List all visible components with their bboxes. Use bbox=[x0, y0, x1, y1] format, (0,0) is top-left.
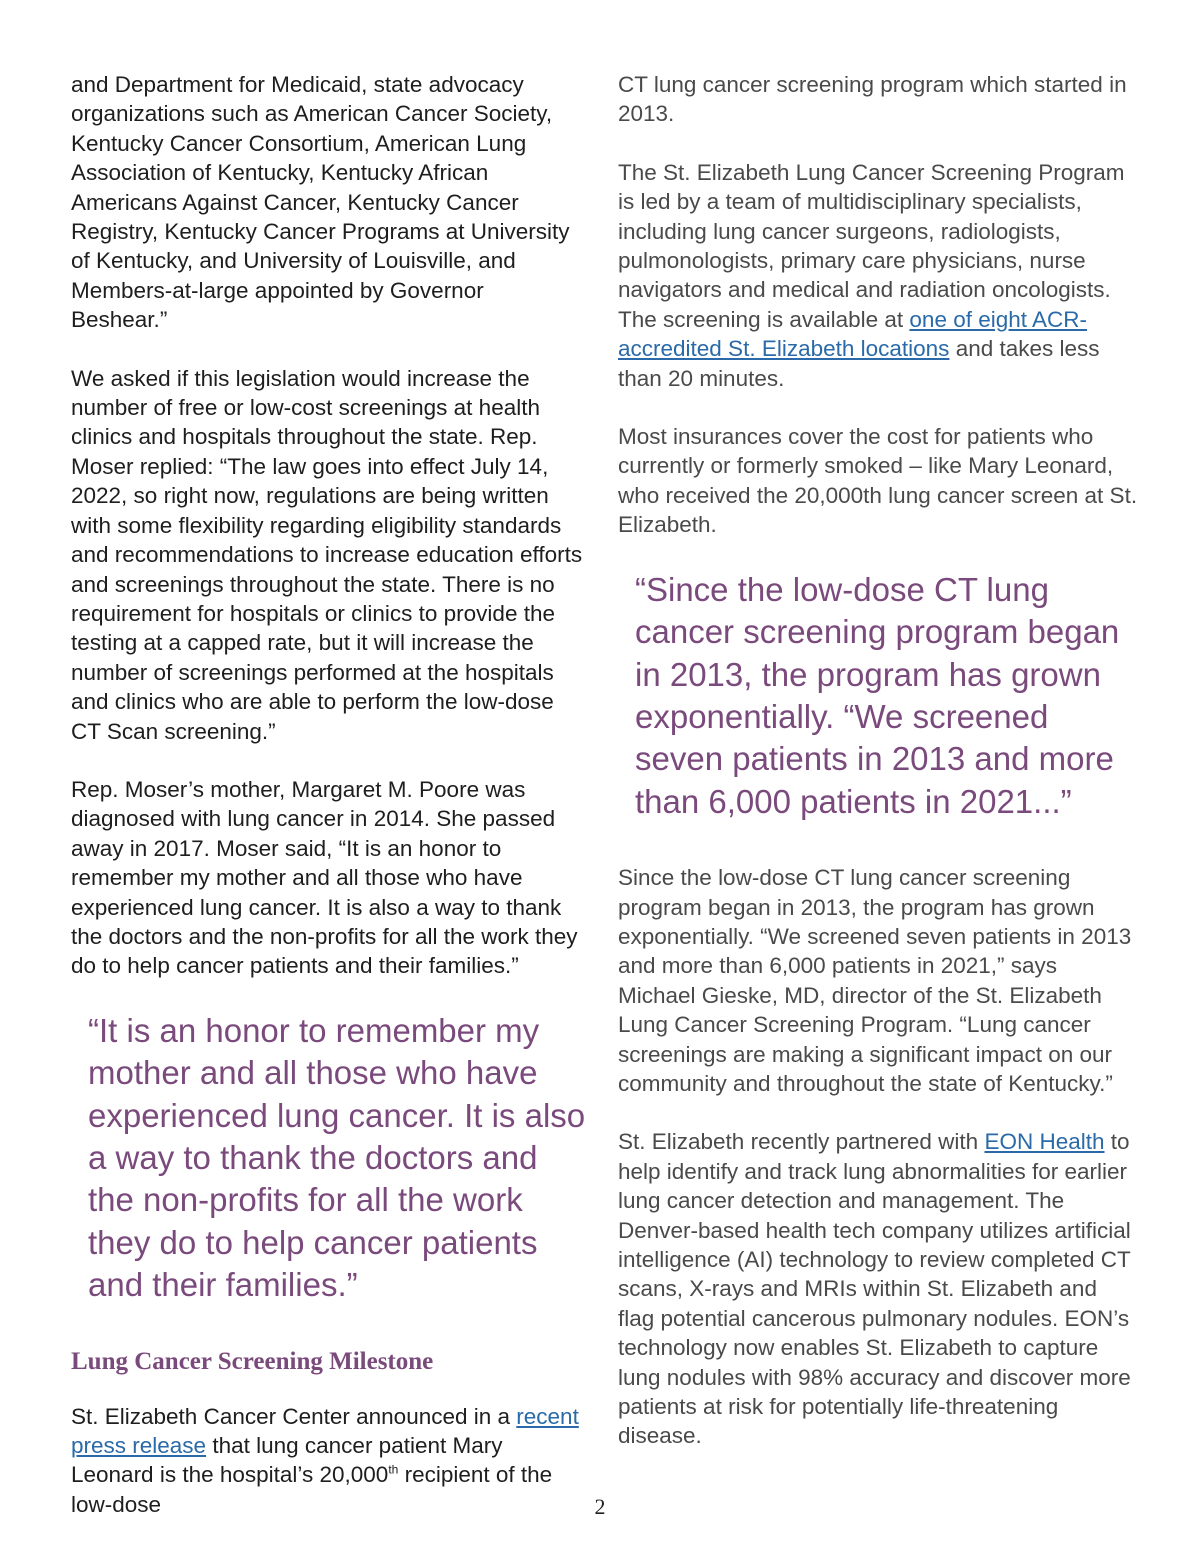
right-paragraph-3: Most insurances cover the cost for patients who currently or formerly smoked – like Mary Leonard, who received the 20,000th lung cancer screen at St. Elizabeth. bbox=[618, 424, 1138, 538]
left-pull-quote: “It is an honor to remember my mother and all those who have experienced lung cancer. It is also a way to thank the doctors and the non-profits for all the work they do to help cancer patients and their families.” bbox=[88, 1011, 586, 1304]
left-column bbox=[71, 70, 586, 1548]
recent-press-release-link[interactable]: recent press release bbox=[71, 1403, 579, 1459]
eon-health-link[interactable]: EON Health bbox=[984, 1129, 1105, 1155]
acr-locations-link[interactable]: one of eight ACR-accredited St. Elizabeth locations bbox=[618, 306, 1088, 362]
left-paragraph-1: and Department for Medicaid, state advocacy organizations such as American Cancer Society, Kentucky Cancer Consortium, American Lung Association of Kentucky, Kentucky African Americans Against Cancer, Kentucky Cancer Registry, Kentucky Cancer Programs at University of Kentucky, and University of Louisville, and Members-at-large appointed by Governor Beshear.” bbox=[71, 72, 570, 333]
left-p4-text-before: St. Elizabeth Cancer Center announced in a bbox=[71, 1403, 517, 1429]
right-paragraph-4: Since the low-dose CT lung cancer screening program began in 2013, the program has grown exponentially. “We screened seven patients in 2013 and more than 6,000 patients in 2021,” says Michael Gieske, MD, director of the St. Elizabeth Lung Cancer Screening Program. “Lung cancer screenings are making a significant impact on our community and throughout the state of Kentucky.” bbox=[618, 865, 1132, 1096]
left-p4-text-middle: that lung cancer patient Mary Leonard is the hospital’s 20,000 bbox=[71, 1433, 503, 1488]
right-column bbox=[618, 70, 1138, 1480]
right-p2-text-after: and takes less than 20 minutes. bbox=[618, 336, 1100, 391]
left-p4-text-after: recipient of the low-dose bbox=[71, 1462, 553, 1517]
left-paragraph-2: We asked if this legislation would increase the number of free or low-cost screenings at health clinics and hospitals throughout the state. Rep. Moser replied: “The law goes into effect July 14, 2022, so right now, regulations are being written with some flexibility regarding eligibility standards and recommendations to increase education efforts and screenings throughout the state. There is no requirement for hospitals or clinics to provide the testing at a capped rate, but it will increase the number of screenings performed at the hospitals and clinics who are able to perform the low-dose CT Scan screening.” bbox=[71, 365, 583, 744]
ordinal-superscript: th bbox=[388, 1462, 399, 1477]
right-p5-text-after: to help identify and track lung abnormalities for earlier lung cancer detection and management. The Denver-based health tech company utilizes artificial intelligence (AI) technology to review completed CT scans, X-rays and MRIs within St. Elizabeth and flag potential cancerous pulmonary nodules. EON’s technology now enables St. Elizabeth to capture lung nodules with 98% accuracy and discover more patients at risk for potentially life-threatening disease. bbox=[618, 1129, 1131, 1449]
left-paragraph-3: Rep. Moser’s mother, Margaret M. Poore was diagnosed with lung cancer in 2014. She passed away in 2017. Moser said, “It is an honor to remember my mother and all those who have experienced lung cancer. It is also a way to thank the doctors and the non-profits for all the work they do to help cancer patients and their families.” bbox=[71, 776, 578, 979]
right-paragraph-2 bbox=[618, 158, 1138, 393]
section-heading-milestone: Lung Cancer Screening Milestone bbox=[71, 1347, 434, 1375]
right-p5-text-before: St. Elizabeth recently partnered with bbox=[618, 1129, 985, 1155]
right-paragraph-5 bbox=[618, 1127, 1138, 1450]
right-p2-text-before: The St. Elizabeth Lung Cancer Screening Program is led by a team of multidisciplinary specialists, including lung cancer surgeons, radiologists, pulmonologists, primary care physicians, nurse navigators and medical and radiation oncologists. The screening is available at bbox=[618, 159, 1125, 332]
right-pull-quote: “Since the low-dose CT lung cancer screening program began in 2013, the program has grown exponentially. “We screened seven patients in 2013 and more than 6,000 patients in 2021...” bbox=[635, 570, 1120, 820]
right-paragraph-1: CT lung cancer screening program which started in 2013. bbox=[618, 72, 1127, 127]
page-number: 2 bbox=[594, 1494, 606, 1519]
